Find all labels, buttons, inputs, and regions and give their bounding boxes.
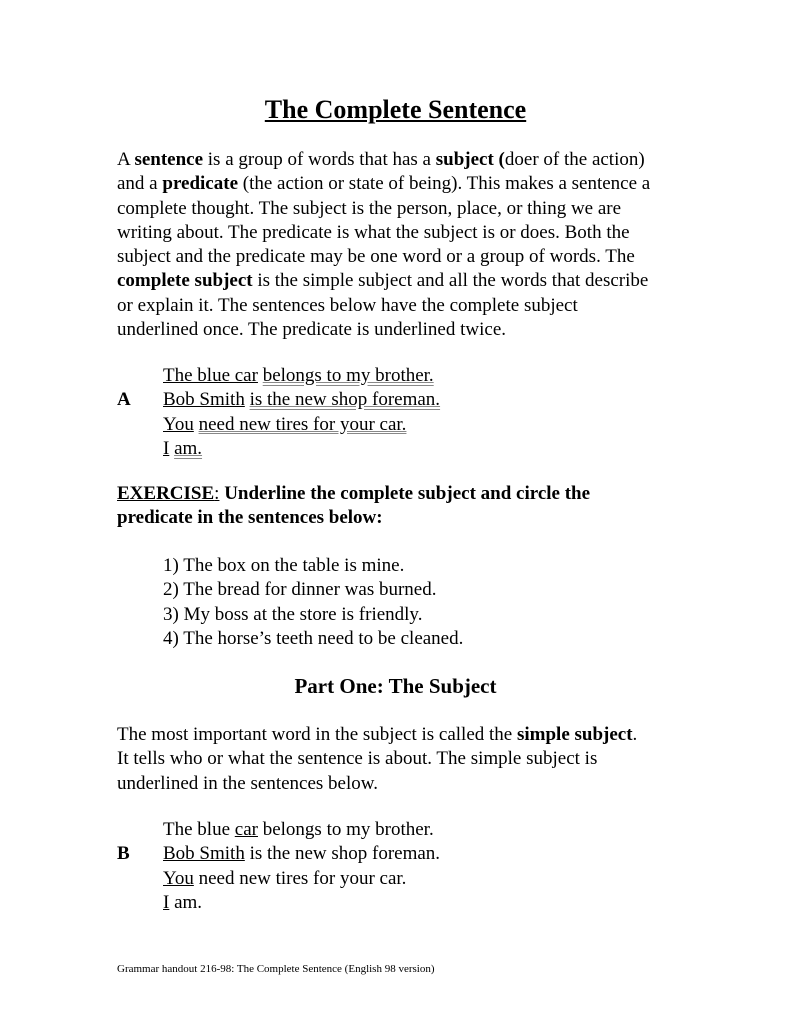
- text: is a group of words that has a: [203, 149, 436, 170]
- instruction-text: Underline the complete subject and circle the predicate in the sentences below:: [117, 483, 591, 529]
- complete-subject: Bob Smith: [163, 389, 245, 411]
- intro-paragraph: [117, 148, 651, 342]
- footer: Grammar handout 216-98: The Complete Sentence (English 98 version): [117, 963, 435, 975]
- term-sentence: sentence: [134, 149, 204, 170]
- section-heading: Part One: The Subject: [294, 674, 497, 698]
- simple-subject: You: [163, 867, 194, 889]
- text: is the simple subject and all the words that describe or explain it. The sentences below have the complete subject underlined once. The predicate is underlined twice.: [117, 270, 649, 341]
- exercise-item: 1) The box on the table is mine.: [163, 555, 405, 576]
- term-simple-subject: simple subject: [516, 724, 633, 745]
- text: am.: [169, 891, 203, 913]
- predicate: need new tires for your car.: [198, 413, 407, 435]
- text: The most important word in the subject is called the: [117, 724, 517, 745]
- predicate: is the new shop foreman.: [249, 389, 441, 411]
- text: need new tires for your car.: [193, 867, 407, 889]
- term-predicate: predicate: [162, 173, 239, 195]
- part-one-paragraph: [117, 723, 651, 796]
- text: (the action or state of being). This makes a sentence a complete thought. The subject is the person, place, or thing we are writing about. The predicate is what the subject is or does. Both the subject and the predicate may be one word or a group of words. The: [117, 173, 651, 268]
- example-label: A: [117, 389, 131, 411]
- page-title: The Complete Sentence: [264, 95, 527, 124]
- exercise-label: EXERCISE: [117, 483, 215, 504]
- text: The blue: [163, 819, 235, 840]
- simple-subject: car: [234, 819, 258, 840]
- exercise-instruction: [117, 482, 651, 531]
- predicate: belongs to my brother.: [262, 365, 434, 386]
- term-complete-subject: complete subject: [117, 270, 253, 292]
- exercise-item: 4) The horse’s teeth need to be cleaned.: [163, 627, 464, 649]
- exercise-item: 3) My boss at the store is friendly.: [163, 603, 423, 625]
- example-label: B: [117, 843, 130, 865]
- complete-subject: You: [163, 413, 194, 435]
- predicate: am.: [174, 437, 203, 459]
- complete-subject: The blue car: [163, 365, 258, 386]
- text: is the new shop foreman.: [244, 843, 441, 865]
- complete-subject: I: [163, 437, 170, 459]
- text: belongs to my brother.: [257, 819, 434, 840]
- text: A: [117, 149, 135, 170]
- text: . It tells who or what the sentence is about. The simple subject is underlined in the sentences below.: [117, 724, 638, 794]
- simple-subject: Bob Smith: [163, 843, 245, 865]
- exercise-item: 2) The bread for dinner was burned.: [163, 579, 437, 601]
- simple-subject: I: [163, 891, 170, 913]
- term-subject: subject (: [435, 149, 505, 170]
- exercise-list: [163, 554, 463, 651]
- colon: :: [214, 483, 220, 504]
- text: doer of the action) and a: [117, 149, 645, 195]
